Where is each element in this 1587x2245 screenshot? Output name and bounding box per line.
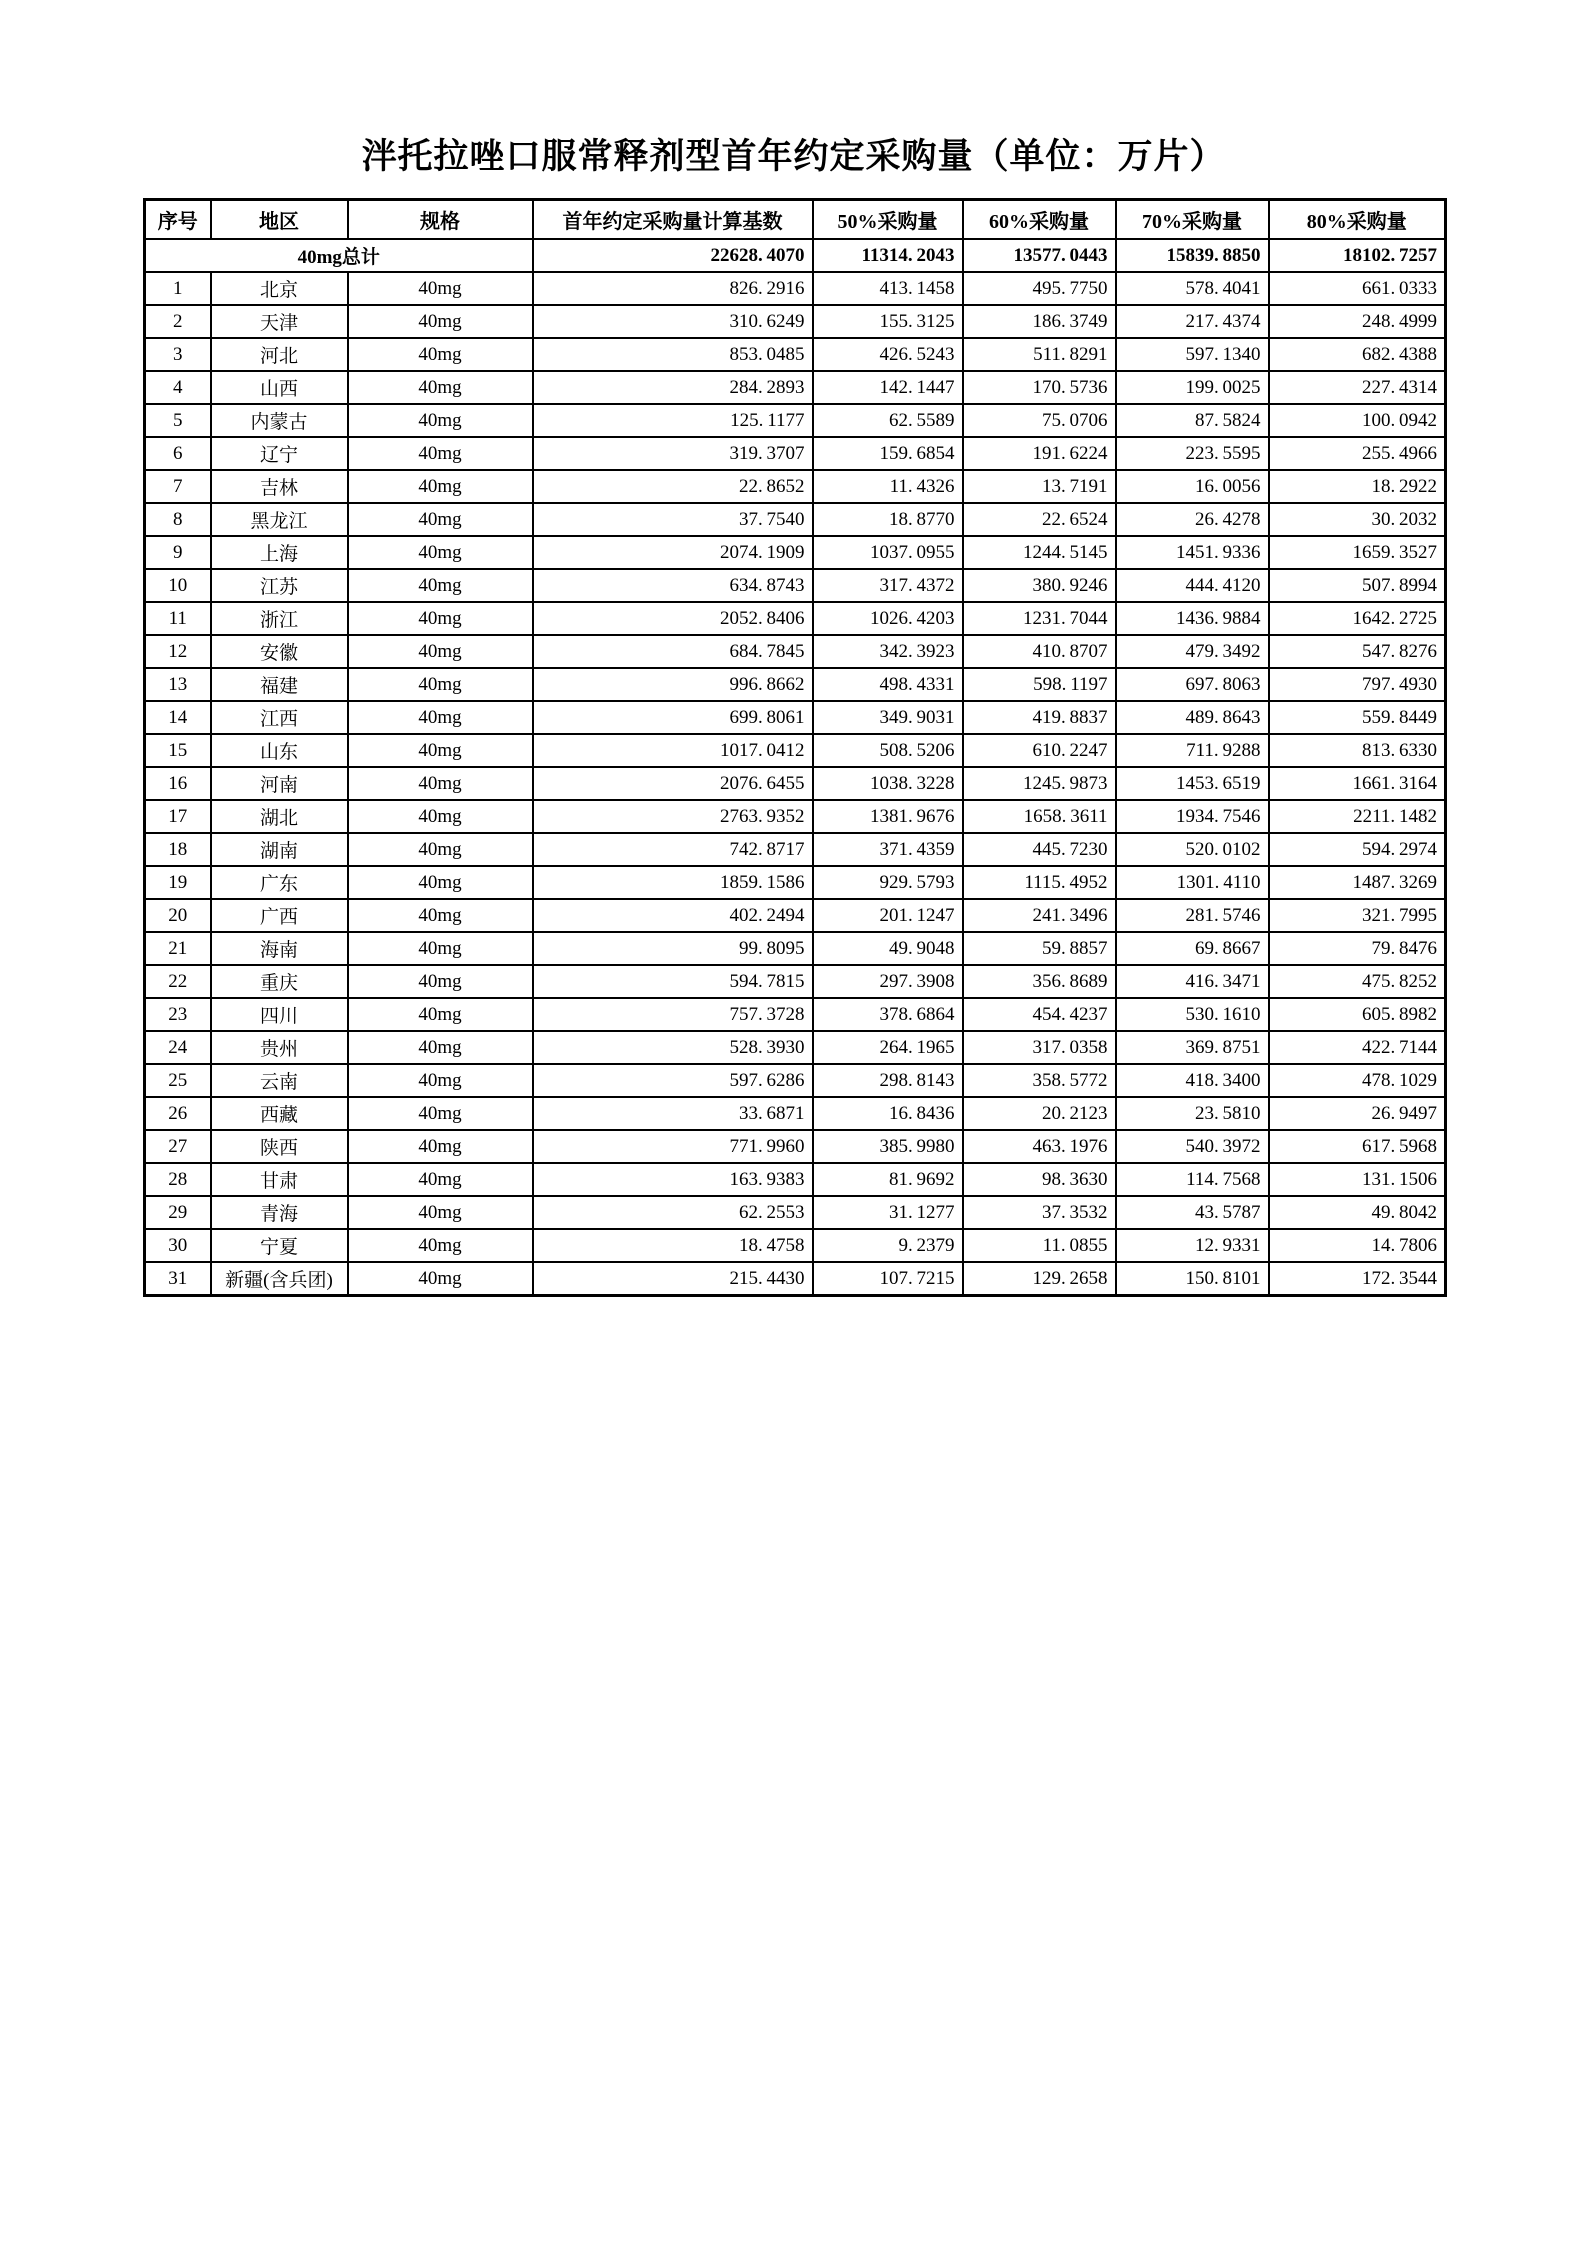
- table-row: [145, 701, 1446, 734]
- cell-col-spec: 40mg: [348, 965, 533, 998]
- cell-col-80pct: 227. 4314: [1269, 371, 1446, 404]
- cell-col-spec: 40mg: [348, 800, 533, 833]
- cell-col-50pct: 62. 5589: [813, 404, 963, 437]
- cell-col-base: 99. 8095: [533, 932, 813, 965]
- table-row: [145, 800, 1446, 833]
- cell-col-no: 24: [145, 1031, 211, 1064]
- cell-col-70pct: 1436. 9884: [1116, 602, 1269, 635]
- cell-col-50pct: 317. 4372: [813, 569, 963, 602]
- cell-col-70pct: 1301. 4110: [1116, 866, 1269, 899]
- cell-col-70pct: 281. 5746: [1116, 899, 1269, 932]
- cell-col-no: 2: [145, 305, 211, 338]
- cell-col-spec: 40mg: [348, 932, 533, 965]
- cell-col-spec: 40mg: [348, 1262, 533, 1296]
- cell-col-80pct: 248. 4999: [1269, 305, 1446, 338]
- cell-col-spec: 40mg: [348, 602, 533, 635]
- cell-col-50pct: 9. 2379: [813, 1229, 963, 1262]
- cell-col-base: 37. 7540: [533, 503, 813, 536]
- table-row: [145, 1229, 1446, 1262]
- cell-col-70pct: 150. 8101: [1116, 1262, 1269, 1296]
- cell-col-no: 4: [145, 371, 211, 404]
- cell-col-50pct: 385. 9980: [813, 1130, 963, 1163]
- cell-col-50pct: 1026. 4203: [813, 602, 963, 635]
- cell-col-base: 597. 6286: [533, 1064, 813, 1097]
- cell-col-region: 辽宁: [211, 437, 348, 470]
- cell-col-region: 安徽: [211, 635, 348, 668]
- cell-col-60pct: 129. 2658: [963, 1262, 1116, 1296]
- cell-col-spec: 40mg: [348, 1031, 533, 1064]
- cell-col-spec: 40mg: [348, 998, 533, 1031]
- cell-col-no: 21: [145, 932, 211, 965]
- cell-col-no: 17: [145, 800, 211, 833]
- cell-col-80pct: 605. 8982: [1269, 998, 1446, 1031]
- cell-col-region: 宁夏: [211, 1229, 348, 1262]
- table-row: [145, 305, 1446, 338]
- cell-col-80pct: 18. 2922: [1269, 470, 1446, 503]
- cell-col-50pct: 297. 3908: [813, 965, 963, 998]
- cell-col-50pct: 142. 1447: [813, 371, 963, 404]
- cell-col-region: 西藏: [211, 1097, 348, 1130]
- cell-col-70pct: 223. 5595: [1116, 437, 1269, 470]
- summary-row: [145, 239, 1446, 272]
- cell-col-50pct: 426. 5243: [813, 338, 963, 371]
- cell-col-80pct: 1661. 3164: [1269, 767, 1446, 800]
- cell-col-50pct: 1037. 0955: [813, 536, 963, 569]
- table-row: [145, 965, 1446, 998]
- table-header-row: [145, 200, 1446, 240]
- cell-col-no: 19: [145, 866, 211, 899]
- table-row: [145, 899, 1446, 932]
- cell-col-80pct: 49. 8042: [1269, 1196, 1446, 1229]
- cell-col-spec: 40mg: [348, 1097, 533, 1130]
- cell-col-50pct: 1381. 9676: [813, 800, 963, 833]
- cell-col-no: 18: [145, 833, 211, 866]
- cell-col-60pct: 1115. 4952: [963, 866, 1116, 899]
- summary-col-50pct: 11314. 2043: [813, 239, 963, 272]
- cell-col-80pct: 131. 1506: [1269, 1163, 1446, 1196]
- header-col-50pct: 50%采购量: [813, 200, 963, 240]
- cell-col-no: 22: [145, 965, 211, 998]
- cell-col-50pct: 349. 9031: [813, 701, 963, 734]
- cell-col-region: 云南: [211, 1064, 348, 1097]
- cell-col-70pct: 697. 8063: [1116, 668, 1269, 701]
- cell-col-no: 30: [145, 1229, 211, 1262]
- cell-col-70pct: 217. 4374: [1116, 305, 1269, 338]
- cell-col-80pct: 1642. 2725: [1269, 602, 1446, 635]
- cell-col-base: 18. 4758: [533, 1229, 813, 1262]
- cell-col-spec: 40mg: [348, 1163, 533, 1196]
- cell-col-60pct: 1658. 3611: [963, 800, 1116, 833]
- header-col-no: 序号: [145, 200, 211, 240]
- header-col-70pct: 70%采购量: [1116, 200, 1269, 240]
- cell-col-no: 9: [145, 536, 211, 569]
- cell-col-base: 699. 8061: [533, 701, 813, 734]
- cell-col-50pct: 498. 4331: [813, 668, 963, 701]
- cell-col-region: 吉林: [211, 470, 348, 503]
- cell-col-70pct: 199. 0025: [1116, 371, 1269, 404]
- cell-col-60pct: 511. 8291: [963, 338, 1116, 371]
- cell-col-60pct: 186. 3749: [963, 305, 1116, 338]
- cell-col-base: 2052. 8406: [533, 602, 813, 635]
- header-col-base: 首年约定采购量计算基数: [533, 200, 813, 240]
- cell-col-region: 新疆(含兵团): [211, 1262, 348, 1296]
- cell-col-80pct: 100. 0942: [1269, 404, 1446, 437]
- cell-col-spec: 40mg: [348, 371, 533, 404]
- cell-col-spec: 40mg: [348, 668, 533, 701]
- cell-col-50pct: 929. 5793: [813, 866, 963, 899]
- cell-col-base: 853. 0485: [533, 338, 813, 371]
- cell-col-60pct: 1245. 9873: [963, 767, 1116, 800]
- cell-col-base: 528. 3930: [533, 1031, 813, 1064]
- table-row: [145, 503, 1446, 536]
- cell-col-60pct: 356. 8689: [963, 965, 1116, 998]
- cell-col-70pct: 69. 8667: [1116, 932, 1269, 965]
- cell-col-base: 62. 2553: [533, 1196, 813, 1229]
- table-row: [145, 668, 1446, 701]
- cell-col-no: 15: [145, 734, 211, 767]
- cell-col-no: 11: [145, 602, 211, 635]
- cell-col-region: 天津: [211, 305, 348, 338]
- cell-col-80pct: 172. 3544: [1269, 1262, 1446, 1296]
- cell-col-70pct: 416. 3471: [1116, 965, 1269, 998]
- cell-col-60pct: 380. 9246: [963, 569, 1116, 602]
- cell-col-spec: 40mg: [348, 272, 533, 305]
- cell-col-region: 浙江: [211, 602, 348, 635]
- cell-col-base: 2763. 9352: [533, 800, 813, 833]
- table-row: [145, 1097, 1446, 1130]
- cell-col-no: 8: [145, 503, 211, 536]
- summary-col-60pct: 13577. 0443: [963, 239, 1116, 272]
- cell-col-no: 29: [145, 1196, 211, 1229]
- cell-col-no: 7: [145, 470, 211, 503]
- cell-col-base: 742. 8717: [533, 833, 813, 866]
- cell-col-region: 广西: [211, 899, 348, 932]
- cell-col-region: 江西: [211, 701, 348, 734]
- cell-col-region: 四川: [211, 998, 348, 1031]
- cell-col-region: 广东: [211, 866, 348, 899]
- procurement-table: [143, 198, 1447, 1297]
- cell-col-base: 996. 8662: [533, 668, 813, 701]
- cell-col-70pct: 26. 4278: [1116, 503, 1269, 536]
- cell-col-50pct: 31. 1277: [813, 1196, 963, 1229]
- cell-col-50pct: 155. 3125: [813, 305, 963, 338]
- cell-col-no: 23: [145, 998, 211, 1031]
- cell-col-70pct: 711. 9288: [1116, 734, 1269, 767]
- cell-col-base: 1017. 0412: [533, 734, 813, 767]
- cell-col-no: 27: [145, 1130, 211, 1163]
- cell-col-region: 河南: [211, 767, 348, 800]
- cell-col-base: 22. 8652: [533, 470, 813, 503]
- cell-col-base: 826. 2916: [533, 272, 813, 305]
- cell-col-60pct: 75. 0706: [963, 404, 1116, 437]
- cell-col-50pct: 1038. 3228: [813, 767, 963, 800]
- cell-col-base: 684. 7845: [533, 635, 813, 668]
- summary-col-base: 22628. 4070: [533, 239, 813, 272]
- cell-col-80pct: 475. 8252: [1269, 965, 1446, 998]
- cell-col-region: 湖南: [211, 833, 348, 866]
- cell-col-60pct: 463. 1976: [963, 1130, 1116, 1163]
- table-row: [145, 734, 1446, 767]
- cell-col-50pct: 16. 8436: [813, 1097, 963, 1130]
- cell-col-50pct: 18. 8770: [813, 503, 963, 536]
- cell-col-80pct: 255. 4966: [1269, 437, 1446, 470]
- table-row: [145, 635, 1446, 668]
- cell-col-spec: 40mg: [348, 1196, 533, 1229]
- cell-col-70pct: 114. 7568: [1116, 1163, 1269, 1196]
- cell-col-no: 13: [145, 668, 211, 701]
- header-col-60pct: 60%采购量: [963, 200, 1116, 240]
- header-col-80pct: 80%采购量: [1269, 200, 1446, 240]
- cell-col-80pct: 507. 8994: [1269, 569, 1446, 602]
- cell-col-80pct: 661. 0333: [1269, 272, 1446, 305]
- cell-col-60pct: 317. 0358: [963, 1031, 1116, 1064]
- cell-col-region: 北京: [211, 272, 348, 305]
- cell-col-50pct: 371. 4359: [813, 833, 963, 866]
- cell-col-50pct: 11. 4326: [813, 470, 963, 503]
- cell-col-no: 1: [145, 272, 211, 305]
- cell-col-80pct: 1659. 3527: [1269, 536, 1446, 569]
- table-row: [145, 404, 1446, 437]
- cell-col-spec: 40mg: [348, 767, 533, 800]
- cell-col-50pct: 264. 1965: [813, 1031, 963, 1064]
- cell-col-60pct: 22. 6524: [963, 503, 1116, 536]
- table-row: [145, 932, 1446, 965]
- cell-col-50pct: 508. 5206: [813, 734, 963, 767]
- cell-col-region: 陕西: [211, 1130, 348, 1163]
- table-row: [145, 338, 1446, 371]
- cell-col-80pct: 422. 7144: [1269, 1031, 1446, 1064]
- cell-col-spec: 40mg: [348, 635, 533, 668]
- cell-col-spec: 40mg: [348, 470, 533, 503]
- cell-col-80pct: 813. 6330: [1269, 734, 1446, 767]
- cell-col-80pct: 559. 8449: [1269, 701, 1446, 734]
- cell-col-no: 28: [145, 1163, 211, 1196]
- table-row: [145, 569, 1446, 602]
- cell-col-60pct: 495. 7750: [963, 272, 1116, 305]
- cell-col-80pct: 30. 2032: [1269, 503, 1446, 536]
- cell-col-50pct: 49. 9048: [813, 932, 963, 965]
- cell-col-no: 12: [145, 635, 211, 668]
- cell-col-70pct: 489. 8643: [1116, 701, 1269, 734]
- cell-col-70pct: 1453. 6519: [1116, 767, 1269, 800]
- cell-col-spec: 40mg: [348, 503, 533, 536]
- cell-col-base: 163. 9383: [533, 1163, 813, 1196]
- cell-col-70pct: 540. 3972: [1116, 1130, 1269, 1163]
- table-row: [145, 470, 1446, 503]
- summary-col-70pct: 15839. 8850: [1116, 239, 1269, 272]
- table-row: [145, 998, 1446, 1031]
- table-row: [145, 1196, 1446, 1229]
- cell-col-60pct: 1244. 5145: [963, 536, 1116, 569]
- table-header: [145, 200, 1446, 240]
- cell-col-spec: 40mg: [348, 305, 533, 338]
- cell-col-base: 2074. 1909: [533, 536, 813, 569]
- table-row: [145, 1064, 1446, 1097]
- cell-col-region: 江苏: [211, 569, 348, 602]
- cell-col-60pct: 445. 7230: [963, 833, 1116, 866]
- table-row: [145, 1031, 1446, 1064]
- cell-col-base: 33. 6871: [533, 1097, 813, 1130]
- cell-col-60pct: 241. 3496: [963, 899, 1116, 932]
- summary-col-80pct: 18102. 7257: [1269, 239, 1446, 272]
- cell-col-50pct: 342. 3923: [813, 635, 963, 668]
- cell-col-70pct: 530. 1610: [1116, 998, 1269, 1031]
- table-row: [145, 1130, 1446, 1163]
- cell-col-spec: 40mg: [348, 536, 533, 569]
- cell-col-base: 310. 6249: [533, 305, 813, 338]
- cell-col-60pct: 13. 7191: [963, 470, 1116, 503]
- cell-col-no: 16: [145, 767, 211, 800]
- cell-col-region: 河北: [211, 338, 348, 371]
- cell-col-80pct: 594. 2974: [1269, 833, 1446, 866]
- cell-col-no: 14: [145, 701, 211, 734]
- cell-col-base: 1859. 1586: [533, 866, 813, 899]
- cell-col-base: 757. 3728: [533, 998, 813, 1031]
- cell-col-spec: 40mg: [348, 833, 533, 866]
- cell-col-no: 31: [145, 1262, 211, 1296]
- cell-col-60pct: 191. 6224: [963, 437, 1116, 470]
- cell-col-70pct: 12. 9331: [1116, 1229, 1269, 1262]
- cell-col-spec: 40mg: [348, 404, 533, 437]
- cell-col-spec: 40mg: [348, 1064, 533, 1097]
- cell-col-region: 山西: [211, 371, 348, 404]
- cell-col-60pct: 454. 4237: [963, 998, 1116, 1031]
- cell-col-70pct: 16. 0056: [1116, 470, 1269, 503]
- cell-col-70pct: 578. 4041: [1116, 272, 1269, 305]
- cell-col-spec: 40mg: [348, 1229, 533, 1262]
- document-title: 泮托拉唑口服常释剂型首年约定采购量（单位：万片）: [361, 137, 1226, 176]
- cell-col-70pct: 479. 3492: [1116, 635, 1269, 668]
- cell-col-base: 284. 2893: [533, 371, 813, 404]
- cell-col-60pct: 1231. 7044: [963, 602, 1116, 635]
- cell-col-base: 2076. 6455: [533, 767, 813, 800]
- cell-col-80pct: 26. 9497: [1269, 1097, 1446, 1130]
- table-row: [145, 1163, 1446, 1196]
- table-row: [145, 767, 1446, 800]
- table-row: [145, 536, 1446, 569]
- cell-col-60pct: 358. 5772: [963, 1064, 1116, 1097]
- cell-col-spec: 40mg: [348, 734, 533, 767]
- cell-col-spec: 40mg: [348, 338, 533, 371]
- cell-col-region: 山东: [211, 734, 348, 767]
- cell-col-60pct: 170. 5736: [963, 371, 1116, 404]
- cell-col-70pct: 1934. 7546: [1116, 800, 1269, 833]
- cell-col-no: 25: [145, 1064, 211, 1097]
- cell-col-region: 甘肃: [211, 1163, 348, 1196]
- cell-col-no: 26: [145, 1097, 211, 1130]
- cell-col-80pct: 547. 8276: [1269, 635, 1446, 668]
- cell-col-80pct: 321. 7995: [1269, 899, 1446, 932]
- header-col-region: 地区: [211, 200, 348, 240]
- cell-col-80pct: 79. 8476: [1269, 932, 1446, 965]
- cell-col-region: 海南: [211, 932, 348, 965]
- cell-col-region: 青海: [211, 1196, 348, 1229]
- cell-col-70pct: 444. 4120: [1116, 569, 1269, 602]
- cell-col-50pct: 201. 1247: [813, 899, 963, 932]
- cell-col-50pct: 81. 9692: [813, 1163, 963, 1196]
- cell-col-70pct: 418. 3400: [1116, 1064, 1269, 1097]
- cell-col-no: 6: [145, 437, 211, 470]
- cell-col-base: 634. 8743: [533, 569, 813, 602]
- cell-col-70pct: 23. 5810: [1116, 1097, 1269, 1130]
- cell-col-spec: 40mg: [348, 1130, 533, 1163]
- cell-col-base: 125. 1177: [533, 404, 813, 437]
- cell-col-80pct: 478. 1029: [1269, 1064, 1446, 1097]
- cell-col-80pct: 797. 4930: [1269, 668, 1446, 701]
- cell-col-60pct: 20. 2123: [963, 1097, 1116, 1130]
- cell-col-base: 402. 2494: [533, 899, 813, 932]
- header-col-spec: 规格: [348, 200, 533, 240]
- cell-col-spec: 40mg: [348, 866, 533, 899]
- table-row: [145, 371, 1446, 404]
- table-row: [145, 833, 1446, 866]
- cell-col-60pct: 410. 8707: [963, 635, 1116, 668]
- cell-col-50pct: 159. 6854: [813, 437, 963, 470]
- cell-col-region: 福建: [211, 668, 348, 701]
- cell-col-spec: 40mg: [348, 569, 533, 602]
- summary-label: 40mg总计: [145, 239, 533, 272]
- table-row: [145, 866, 1446, 899]
- cell-col-50pct: 413. 1458: [813, 272, 963, 305]
- cell-col-80pct: 1487. 3269: [1269, 866, 1446, 899]
- cell-col-base: 594. 7815: [533, 965, 813, 998]
- cell-col-60pct: 598. 1197: [963, 668, 1116, 701]
- table-row: [145, 602, 1446, 635]
- cell-col-region: 上海: [211, 536, 348, 569]
- cell-col-spec: 40mg: [348, 437, 533, 470]
- cell-col-base: 771. 9960: [533, 1130, 813, 1163]
- cell-col-no: 10: [145, 569, 211, 602]
- table-row: [145, 1262, 1446, 1296]
- cell-col-spec: 40mg: [348, 899, 533, 932]
- cell-col-no: 3: [145, 338, 211, 371]
- cell-col-80pct: 2211. 1482: [1269, 800, 1446, 833]
- cell-col-50pct: 378. 6864: [813, 998, 963, 1031]
- cell-col-60pct: 98. 3630: [963, 1163, 1116, 1196]
- cell-col-50pct: 298. 8143: [813, 1064, 963, 1097]
- cell-col-80pct: 682. 4388: [1269, 338, 1446, 371]
- cell-col-base: 215. 4430: [533, 1262, 813, 1296]
- cell-col-50pct: 107. 7215: [813, 1262, 963, 1296]
- cell-col-70pct: 43. 5787: [1116, 1196, 1269, 1229]
- cell-col-60pct: 11. 0855: [963, 1229, 1116, 1262]
- cell-col-region: 湖北: [211, 800, 348, 833]
- cell-col-60pct: 37. 3532: [963, 1196, 1116, 1229]
- cell-col-no: 20: [145, 899, 211, 932]
- table-row: [145, 437, 1446, 470]
- cell-col-70pct: 87. 5824: [1116, 404, 1269, 437]
- cell-col-no: 5: [145, 404, 211, 437]
- cell-col-60pct: 59. 8857: [963, 932, 1116, 965]
- table-row: [145, 272, 1446, 305]
- cell-col-80pct: 14. 7806: [1269, 1229, 1446, 1262]
- cell-col-region: 黑龙江: [211, 503, 348, 536]
- cell-col-80pct: 617. 5968: [1269, 1130, 1446, 1163]
- cell-col-60pct: 610. 2247: [963, 734, 1116, 767]
- cell-col-region: 重庆: [211, 965, 348, 998]
- cell-col-spec: 40mg: [348, 701, 533, 734]
- table-body: [145, 239, 1446, 1296]
- cell-col-70pct: 520. 0102: [1116, 833, 1269, 866]
- cell-col-70pct: 597. 1340: [1116, 338, 1269, 371]
- cell-col-70pct: 1451. 9336: [1116, 536, 1269, 569]
- cell-col-region: 内蒙古: [211, 404, 348, 437]
- cell-col-60pct: 419. 8837: [963, 701, 1116, 734]
- cell-col-base: 319. 3707: [533, 437, 813, 470]
- cell-col-70pct: 369. 8751: [1116, 1031, 1269, 1064]
- cell-col-region: 贵州: [211, 1031, 348, 1064]
